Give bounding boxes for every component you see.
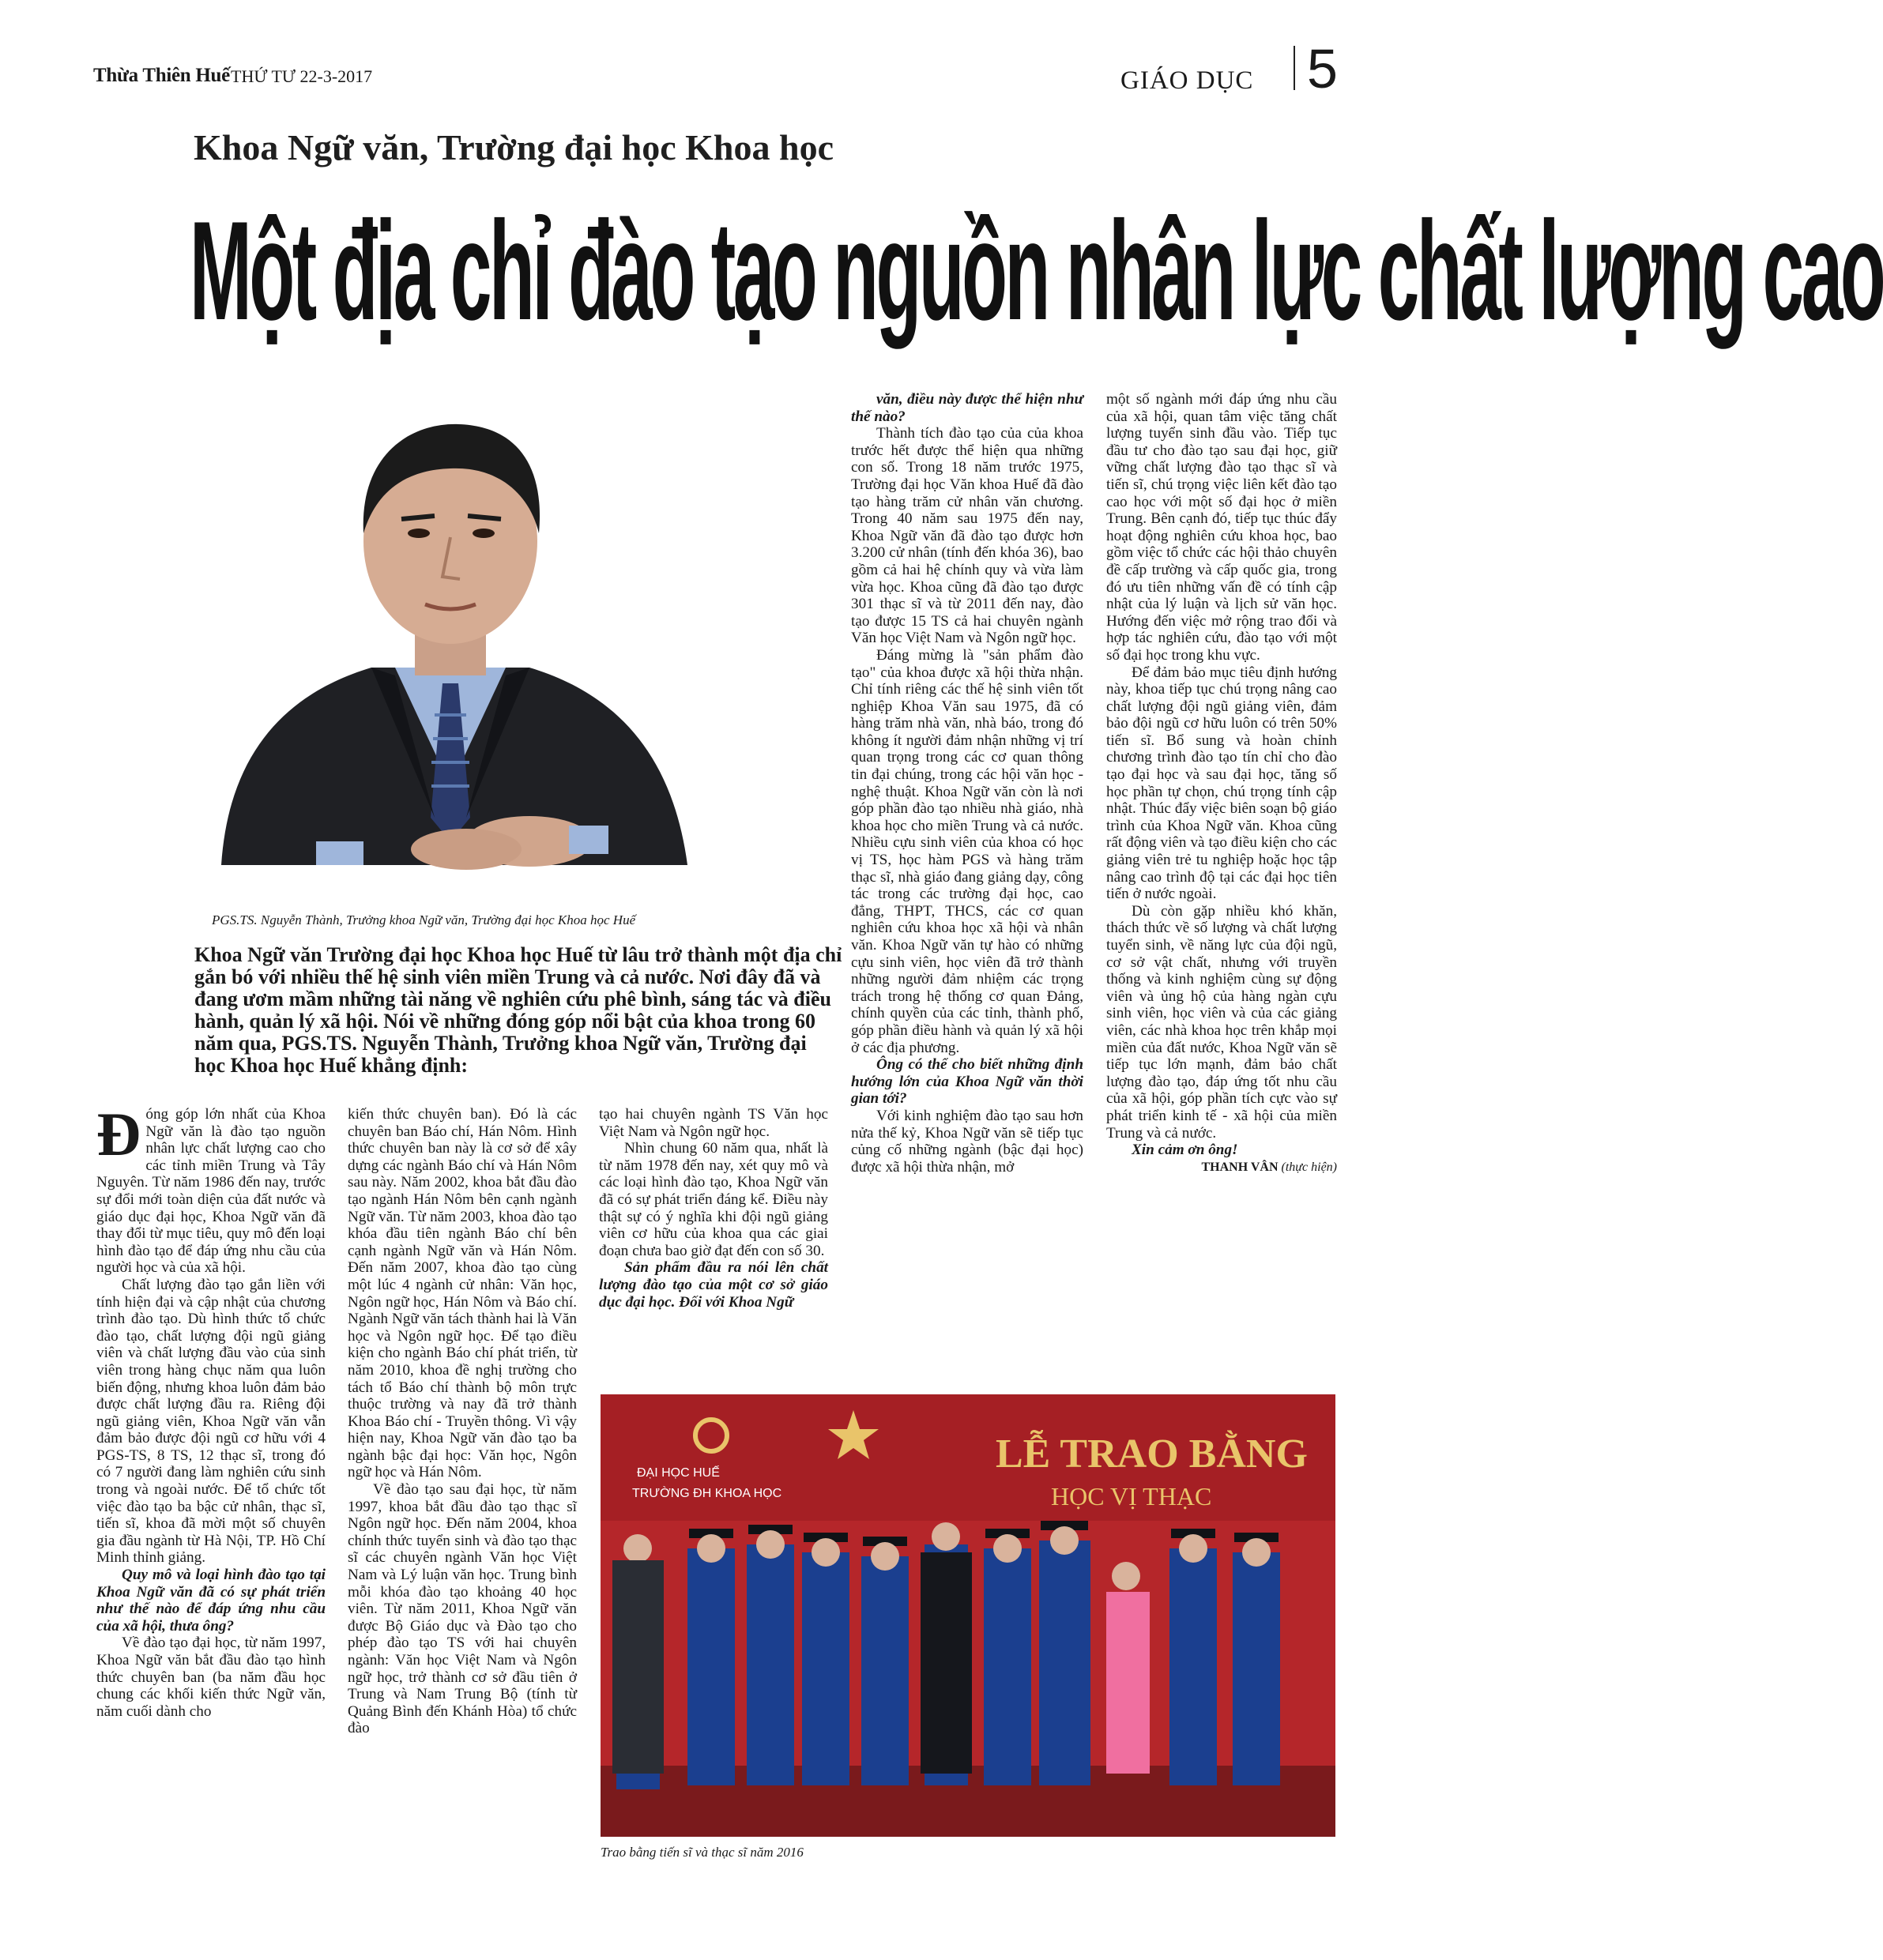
paragraph: tạo hai chuyên ngành TS Văn học Việt Nam và Ngôn ngữ học. bbox=[599, 1106, 828, 1140]
portrait-caption: PGS.TS. Nguyễn Thành, Trưởng khoa Ngữ văn, Trường đại học Khoa học Huế bbox=[212, 912, 636, 927]
byline bbox=[1106, 1159, 1337, 1176]
paragraph: Về đào tạo sau đại học, từ năm 1997, khoa bắt đầu đào tạo thạc sĩ Ngôn ngữ học. Đến năm 2004, khoa chính thức tuyển sinh và đào tạo thạc sĩ các chuyên ngành Văn học Việt Nam và Lý luận văn học. Trung bình mỗi khóa đào tạo khoảng 40 học viên. Từ năm 2011, Khoa Ngữ văn được Bộ Giáo dục và Đào tạo cho phép đào tạo TS với hai chuyên ngành: Văn học Việt Nam và Ngôn ngữ học, trở thành cơ sở đầu tiên ở Trung và Nam Trung Bộ (tính từ Quảng Bình đến Khánh Hòa) tổ chức đào bbox=[348, 1481, 577, 1737]
portrait-photo bbox=[198, 375, 703, 881]
interview-question: văn, điều này được thể hiện như thế nào? bbox=[851, 391, 1083, 425]
column-5 bbox=[1106, 391, 1337, 1176]
column-2 bbox=[348, 1106, 577, 1737]
article-lead: Khoa Ngữ văn Trường đại học Khoa học Huế từ lâu trở thành một địa chỉ gắn bó với nhiều thế hệ sinh viên miền Trung và cả nước. Nơi đây đã và đang ươm mầm những tài năng về nghiên cứu phê bình, sáng tác và điều hành, quản lý xã hội. Nói về những đóng góp nổi bật của khoa trong 60 năm qua, PGS.TS. Nguyễn Thành, Trưởng khoa Ngữ văn, Trường đại học Khoa học Huế khẳng định: bbox=[194, 943, 842, 1077]
section-name: GIÁO DỤC bbox=[1120, 66, 1254, 95]
column-4 bbox=[851, 391, 1083, 1176]
interview-question: Ông có thể cho biết những định hướng lớn của Khoa Ngữ văn thời gian tới? bbox=[851, 1056, 1083, 1108]
interview-question: Quy mô và loại hình đào tạo tại Khoa Ngữ văn đã có sự phát triển như thế nào để đáp ứng nhu cầu của xã hội, thưa ông? bbox=[96, 1567, 326, 1635]
graduation-photo bbox=[601, 1394, 1335, 1837]
photo-caption: Trao bằng tiến sĩ và thạc sĩ năm 2016 bbox=[601, 1845, 804, 1860]
byline-note: (thực hiện) bbox=[1281, 1160, 1337, 1174]
closing-line: Xin cảm ơn ông! bbox=[1132, 1142, 1238, 1159]
paragraph: Với kinh nghiệm đào tạo sau hơn nửa thế kỷ, Khoa Ngữ văn sẽ tiếp tục củng cố những ngành (bậc đại học) được xã hội thừa nhận, mở bbox=[851, 1107, 1083, 1176]
article-headline: Một địa chỉ đào tạo nguồn nhân lực chất lượng cao bbox=[190, 192, 1883, 350]
paragraph: Để đảm bảo mục tiêu định hướng này, khoa tiếp tục chú trọng nâng cao chất lượng đội ngũ giảng viên, đảm bảo đội ngũ cơ hữu luôn có trên 50% tiến sĩ. Bổ sung và hoàn chỉnh chương trình đào tạo tín chỉ cho đào tạo đại học và sau đại học, tăng số học phần tự chọn, chú trọng tính cập nhật. Thúc đẩy việc biên soạn bộ giáo trình của Khoa Ngữ văn. Khoa cũng rất động viên và tạo điều kiện cho các giảng viên trẻ tu nghiệp hoặc học tập nâng cao trình độ tại các đại học tiên tiến ở nước ngoài. bbox=[1106, 664, 1337, 903]
paragraph: óng góp lớn nhất của Khoa Ngữ văn là đào tạo nguồn nhân lực chất lượng cao cho các tỉnh miền Trung và Tây Nguyên. Từ năm 1986 đến nay, trước sự đổi mới toàn diện của đất nước và giáo dục đại học, Khoa Ngữ văn đã thay đổi từ mục tiêu, quy mô đến loại hình đào tạo để đáp ứng nhu cầu của người học và của xã hội. bbox=[96, 1106, 326, 1277]
sign-text-2: TRƯỜNG ĐH KHOA HỌC bbox=[632, 1487, 782, 1500]
article-kicker: Khoa Ngữ văn, Trường đại học Khoa học bbox=[194, 127, 834, 167]
banner-subtitle: HỌC VỊ THẠC bbox=[1051, 1482, 1212, 1510]
newspaper-name: Thừa Thiên Huế bbox=[93, 65, 230, 86]
page-number: 5 bbox=[1307, 38, 1338, 100]
issue-date: THỨ TƯ 22-3-2017 bbox=[231, 66, 373, 86]
interview-question: Sản phẩm đầu ra nói lên chất lượng đào tạo của một cơ sở giáo dục đại học. Đối với Khoa Ngữ bbox=[599, 1259, 828, 1311]
paragraph: một số ngành mới đáp ứng nhu cầu của xã hội, quan tâm việc tăng chất lượng tuyển sinh đầu vào. Tiếp tục đầu tư cho đào tạo sau đại học, giữ vững chất lượng đào tạo thạc sĩ và tiến sĩ, chú trọng việc liên kết đào tạo cao học với một số đại học ở miền Trung. Bên cạnh đó, tiếp tục thúc đẩy hoạt động nghiên cứu khoa học, bao gồm việc tổ chức các hội thảo chuyên đề cấp trường và cấp quốc gia, trong đó ưu tiên những vấn đề có tính cập nhật của lý luận và lịch sử văn học. Hướng đến việc mở rộng trao đổi và hợp tác nghiên cứu, đào tạo với một số đại học trong khu vực. bbox=[1106, 391, 1337, 664]
paragraph: Về đào tạo đại học, từ năm 1997, Khoa Ngữ văn bắt đầu đào tạo hình thức chuyên ban (ba năm đầu học chung các khối kiến thức Ngữ văn, năm cuối dành cho bbox=[96, 1635, 326, 1720]
paragraph: kiến thức chuyên ban). Đó là các chuyên ban Báo chí, Hán Nôm. Hình thức chuyên ban này là cơ sở để xây dựng các ngành Báo chí và Hán Nôm sau này. Năm 2002, khoa bắt đầu đào tạo ngành Hán Nôm bên cạnh ngành Ngữ văn. Từ năm 2003, khoa đào tạo khóa đầu tiên ngành Báo chí bên cạnh ngành Ngữ văn và Hán Nôm. Đến năm 2007, khoa đào tạo cùng một lúc 4 ngành cử nhân: Văn học, Ngôn ngữ học, Hán Nôm và Báo chí. Ngành Ngữ văn tách thành hai là Văn học và Ngôn ngữ học. Để tạo điều kiện cho ngành Báo chí phát triển, từ năm 2010, khoa đề nghị trường cho tách tổ Báo chí thành bộ môn trực thuộc trường và nay đã trở thành Khoa Báo chí - Truyền thông. Vì vậy hiện nay, Khoa Ngữ văn đào tạo ba ngành bậc đại học: Văn học, Ngôn ngữ học và Hán Nôm. bbox=[348, 1106, 577, 1481]
paragraph: Chất lượng đào tạo gắn liền với tính hiện đại và cập nhật của chương trình đào tạo. Dù hình thức tổ chức đào tạo, chất lượng đội ngũ giảng viên và chất lượng đầu vào của sinh viên trong hàng chục năm qua luôn biến động, nhưng khoa luôn đảm bảo được chất lượng đầu ra. Riêng đội ngũ giảng viên, Khoa Ngữ văn vẫn đảm bảo được đội ngũ cơ hữu với 4 PGS-TS, 8 TS, 12 thạc sĩ, trong đó có 7 người đang làm nghiên cứu sinh trong và ngoài nước. Để tổ chức tốt việc đào tạo ba bậc cử nhân, thạc sĩ, tiến sĩ, khoa đã mời một số chuyên gia đầu ngành từ Hà Nội, TP. Hồ Chí Minh thỉnh giảng. bbox=[96, 1276, 326, 1567]
drop-cap: Đ bbox=[96, 1100, 141, 1168]
sign-text-1: ĐẠI HỌC HUẾ bbox=[637, 1466, 720, 1480]
graduates-group bbox=[612, 1521, 1280, 1789]
paragraph: Thành tích đào tạo của của khoa trước hết được thể hiện qua những con số. Trong 18 năm trước 1975, Trường đại học Văn khoa Huế đã đào tạo hàng trăm cử nhân văn chương. Trong 40 năm sau 1975 đến nay, Khoa Ngữ văn đã đào tạo được hơn 3.200 cử nhân (tính đến khóa 36), bao gồm cả hai hệ chính quy và vừa làm vừa học. Khoa cũng đã đào tạo được 301 thạc sĩ và từ 2011 đến nay, đào tạo được 15 TS cả hai chuyên ngành Văn học Việt Nam và Ngôn ngữ học. bbox=[851, 425, 1083, 647]
column-3 bbox=[599, 1106, 828, 1311]
paragraph: Đáng mừng là "sản phẩm đào tạo" của khoa được xã hội thừa nhận. Chỉ tính riêng các thế hệ sinh viên tốt nghiệp Khoa Văn sau 1975, đã có hàng trăm nhà văn, nhà báo, trong đó không ít người đảm nhận những vị trí quan trọng trong các cơ quan thông tin đại chúng, trong các hội văn học - nghệ thuật. Khoa Ngữ văn còn là nơi góp phần đào tạo nhiều nhà giáo, nhà khoa học cho miền Trung và cả nước. Nhiều cựu sinh viên của khoa có học vị TS, học hàm PGS và hàng trăm thạc sĩ, nhà giáo đang giảng dạy, công tác trong các trường đại học, cao đẳng, THPT, THCS, các cơ quan nghiên cứu khoa học xã hội và nhân văn. Khoa Ngữ văn tự hào có những cựu sinh viên, học viên đã trở thành những người đảm nhiệm các trọng trách trong hệ thống cơ quan Đảng, chính quyền của các tỉnh, thành phố, góp phần điều hành và quản lý xã hội ở các địa phương. bbox=[851, 646, 1083, 1056]
paragraph: Dù còn gặp nhiều khó khăn, thách thức về số lượng và chất lượng tuyển sinh, về năng lực của đội ngũ, cơ sở vật chất, nhưng với truyền thống và kinh nghiệm cùng sự động viên và ủng hộ của hàng ngàn cựu sinh viên, học viên và của các giảng viên, các nhà khoa học trên khắp mọi miền của đất nước, Khoa Ngữ văn sẽ tiếp tục lớn mạnh, đảm bảo chất lượng đào tạo, đáp ứng tốt nhu cầu của xã hội, góp phần tích cực vào sự phát triển kinh tế - xã hội của miền Trung và cả nước. bbox=[1106, 902, 1337, 1142]
header-divider bbox=[1294, 46, 1295, 90]
column-1 bbox=[96, 1100, 326, 1720]
banner-title: LỄ TRAO BẰNG bbox=[996, 1431, 1308, 1477]
paragraph: Nhìn chung 60 năm qua, nhất là từ năm 1978 đến nay, xét quy mô và các loại hình đào tạo, Khoa Ngữ văn đã có sự phát triển đáng kể. Điều này thật sự có ý nghĩa khi đội ngũ giảng viên cơ hữu của khoa qua các giai đoạn chưa bao giờ đạt đến con số 30. bbox=[599, 1140, 828, 1259]
byline-author: THANH VÂN bbox=[1201, 1160, 1279, 1174]
